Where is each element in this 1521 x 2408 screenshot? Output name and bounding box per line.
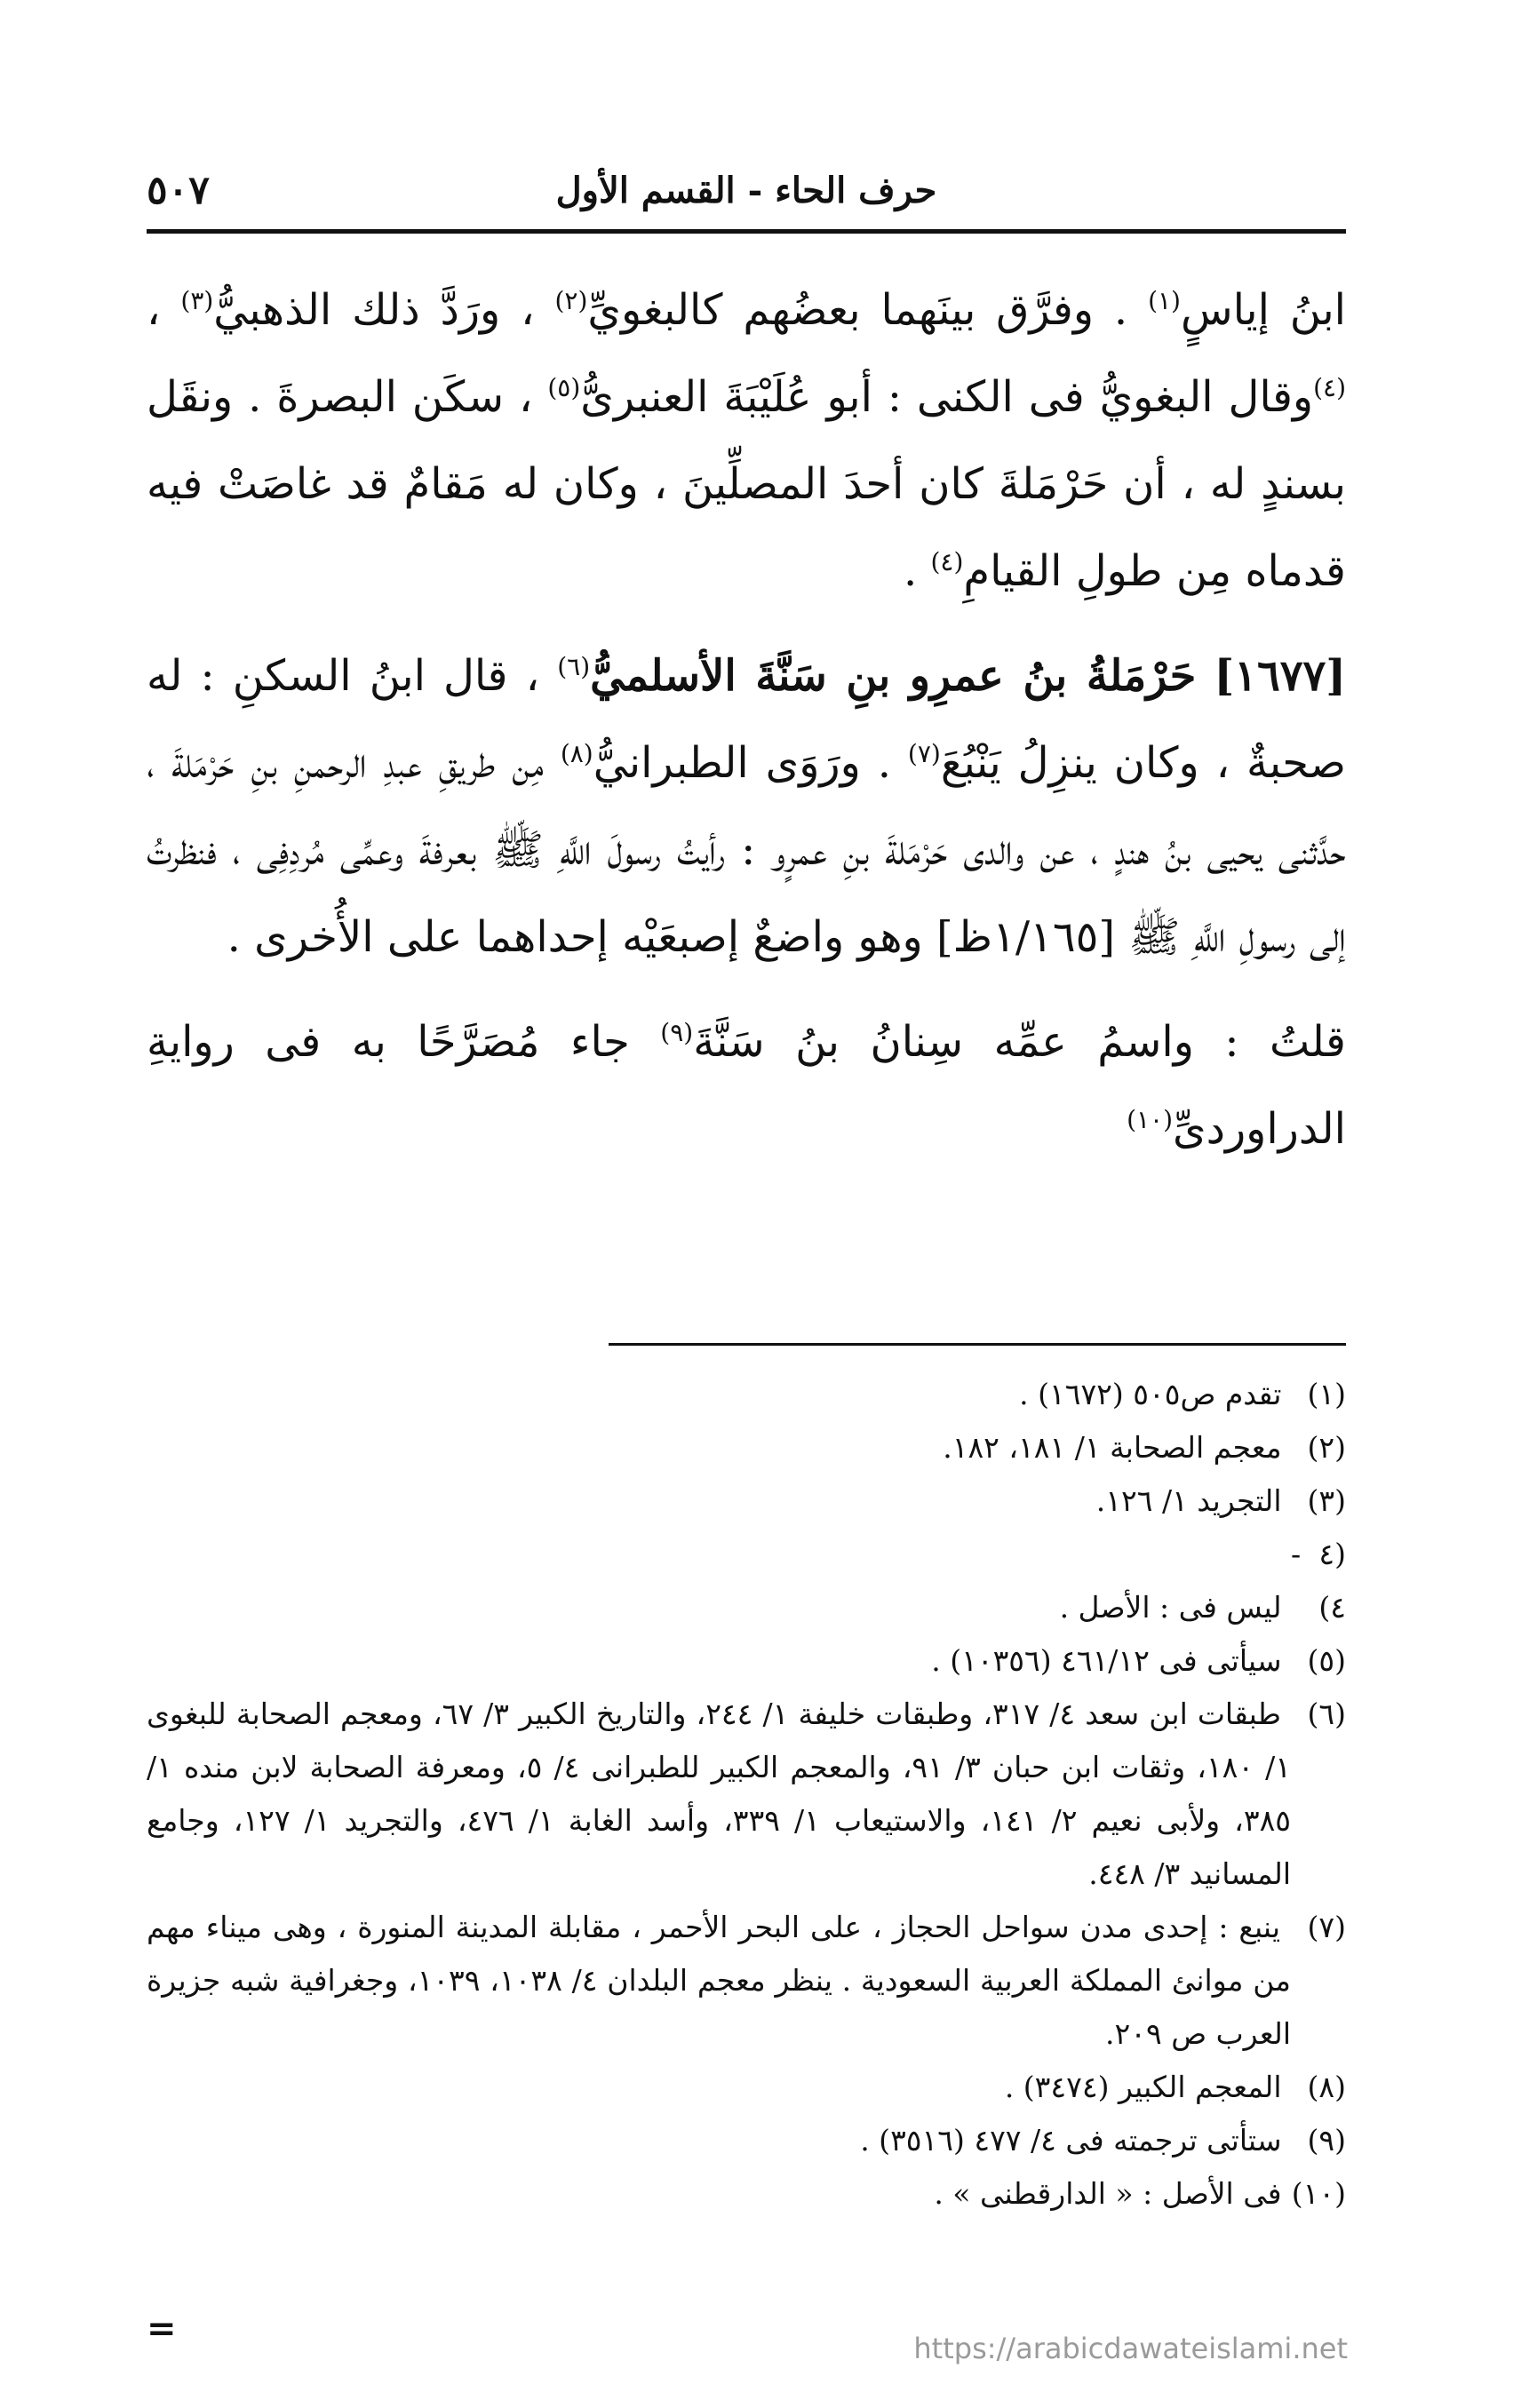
footnote [147, 1901, 1346, 2061]
footnote-text: معجم الصحابة ١/ ١٨١، ١٨٢. [943, 1430, 1282, 1465]
footnote-text: ليس فى : الأصل . [1059, 1590, 1282, 1625]
text-run: ، قال ابنُ السكنِ : له صحبةٌ ، وكان ينزِلُ يَنْبُعَ [147, 651, 1346, 788]
page-header [147, 160, 1346, 222]
footnote-ref[interactable]: (٧) [907, 739, 941, 768]
footnote [147, 2114, 1346, 2167]
text-run: مِن طريقِ عبدِ الرحمنِ بنِ حَرْمَلةَ ، حدَّثنى يحيى بنُ هندٍ ، عن والدى حَرْمَلةَ بنِ عمرٍو : رأيتُ رسولَ اللَّهِ ﷺ بعرفةَ وعمِّى مُردِفِى ، فنظرتُ إلى رسولِ اللَّهِ ﷺ [١/١٦٥ظ] وهو واضعٌ إصبعَيْه إحداهما على الأُخرى . [147, 738, 1346, 962]
footnote-number: (٨) [1307, 2070, 1346, 2104]
footnote-ref[interactable]: (٣) [180, 286, 214, 315]
running-title: حرف الحاء - القسم الأول [555, 170, 937, 211]
paragraph-continuation [147, 266, 1346, 615]
footnote-text: المعجم الكبير (٣٤٧٤) . [1004, 2070, 1282, 2104]
entry-name: حَرْمَلةُ بنُ عمرِو بنِ سَنَّةَ الأسلميُّ [590, 651, 1197, 701]
text-run: . [903, 546, 931, 596]
footnote [147, 1688, 1346, 1901]
footnote-ref[interactable]: (٤) [930, 547, 964, 576]
footnote-number: (٥) [1307, 1643, 1346, 1678]
footnote-text: طبقات ابن سعد ٤/ ٣١٧، وطبقات خليفة ١/ ٢٤٤، والتاريخ الكبير ٣/ ٦٧، ومعجم الصحابة للبغوى ١/ ١٨٠، وثقات ابن حبان ٣/ ٩١، والمعجم الكبير للطبرانى ٤/ ٥، ومعرفة الصحابة لابن منده ١/ ٣٨٥، ولأبى نعيم ٢/ ١٤١، والاستيعاب ١/ ٣٣٩، وأسد الغابة ١/ ٤٧٦، والتجريد ١/ ١٢٧، وجامع المسانيد ٣/ ٤٤٨. [147, 1697, 1292, 1891]
watermark-url: https://arabicdawateislami.net [913, 2332, 1348, 2365]
text-run: . ورَوَى الطبرانيُّ [593, 738, 908, 788]
text-run: . وفرَّق بينَهما بعضُهم كالبغويِّ [587, 285, 1149, 335]
text-run: ، سكَن البصرةَ . ونقَل بسندٍ له ، أن حَرْمَلةَ كان أحدَ المصلِّينَ ، وكان له مَقامٌ قد غاصَتْ فيه قدماه مِن طولِ القيامِ [147, 372, 1347, 596]
header-rule [147, 229, 1346, 234]
note-paragraph [147, 998, 1346, 1172]
footnote-text: ينبع : إحدى مدن سواحل الحجاز ، على البحر الأحمر ، مقابلة المدينة المنورة ، وهى ميناء مهم من موانئ المملكة العربية السعودية . ينظر معجم البلدان ٤/ ١٠٣٨، ١٠٣٩، وجغرافية شبه جزيرة العرب ص ٢٠٩. [147, 1910, 1291, 2051]
footnote-number: (١) [1307, 1377, 1346, 1411]
footnote-ref[interactable]: (٩) [660, 1018, 694, 1047]
footnote [147, 1474, 1346, 1528]
text-run: جاء مُصَرَّحًا به فى روايةِ الدراوردىِّ [147, 1017, 1346, 1154]
entry-paragraph [147, 632, 1346, 981]
footnote [147, 2061, 1346, 2114]
page-number: ٥٠٧ [147, 168, 210, 213]
footnote-text: سيأتى فى ٤٦١/١٢ (١٠٣٥٦) . [931, 1643, 1282, 1678]
footnote [147, 1634, 1346, 1688]
main-text [147, 266, 1346, 1190]
footnote-number: (١٠) [1291, 2176, 1346, 2211]
text-run: ، [147, 285, 181, 335]
text-run: ابنُ إياسٍ [1180, 285, 1347, 335]
footnote-separator [609, 1343, 1346, 1346]
footnote-ref[interactable]: (٦) [557, 652, 591, 681]
footnote-number: (٣) [1307, 1483, 1346, 1518]
footnote-text: تقدم ص٥٠٥ (١٦٧٢) . [1019, 1377, 1282, 1411]
footnote-number: (٢) [1307, 1430, 1346, 1465]
footnote-number: (٦) [1307, 1697, 1347, 1731]
footnote-ref[interactable]: (١) [1148, 286, 1181, 315]
continuation-mark: = [147, 2308, 177, 2349]
footnote [147, 1528, 1346, 1634]
footnote-ref[interactable]: (٨) [560, 739, 593, 768]
footnote-ref[interactable]: (٢) [554, 286, 588, 315]
footnote-number: (٧) [1307, 1910, 1346, 1944]
footnote-text: فى الأصل : « الدارقطنى » . [934, 2176, 1282, 2211]
book-page [147, 133, 1346, 2354]
footnote-ref[interactable]: (٥) [547, 373, 581, 402]
footnote [147, 2167, 1346, 2221]
footnote [147, 1368, 1346, 1421]
footnote-text: التجريد ١/ ١٢٦. [1095, 1483, 1282, 1518]
footnote-number: (٩) [1307, 2123, 1346, 2158]
text-run: وقال البغويُّ فى الكنى : أبو عُلَيْبَةَ العنبرىُّ [580, 372, 1314, 422]
entry-number: [١٦٧٧] [1214, 651, 1347, 701]
footnote-ref[interactable]: (١٠) [1127, 1105, 1174, 1134]
footnote-text: ستأتى ترجمته فى ٤/ ٤٧٧ (٣٥١٦) . [860, 2123, 1282, 2158]
footnote [147, 1421, 1346, 1474]
text-run: ، ورَدَّ ذلك الذهبيُّ [213, 285, 555, 335]
footnote-ref[interactable]: (٤) [1313, 373, 1346, 402]
text-run: قلتُ : واسمُ عمِّه سِنانُ بنُ سَنَّةَ [693, 1017, 1347, 1067]
footnotes [147, 1368, 1346, 2221]
footnote-number: (٤ - ٤) [1291, 1537, 1346, 1625]
